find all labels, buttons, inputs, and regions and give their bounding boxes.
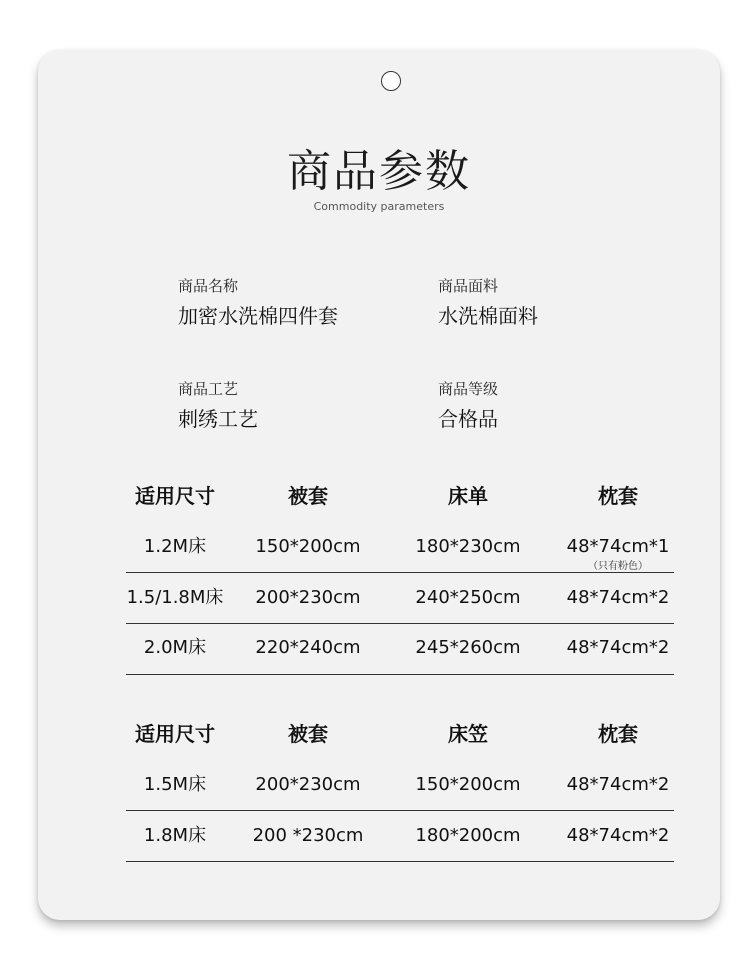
table-cell: 1.8M床 <box>143 825 207 846</box>
info-craft <box>178 378 258 432</box>
table-header-cell: 枕套 <box>598 484 638 508</box>
info-label: 商品名称 <box>178 277 239 295</box>
parameter-card <box>38 50 720 920</box>
info-value: 水洗棉面料 <box>438 304 538 328</box>
table-cell: 200*230cm <box>255 774 361 795</box>
table-cell: 150*200cm <box>415 774 521 795</box>
table-cell: 150*200cm <box>255 536 361 557</box>
info-product-name <box>178 275 338 329</box>
info-label: 商品面料 <box>438 277 499 295</box>
table-cell: 1.5M床 <box>143 774 207 795</box>
row-divider <box>126 810 674 811</box>
page-title: 商品参数 <box>287 146 471 197</box>
hang-hole-icon <box>381 71 401 91</box>
info-value: 合格品 <box>438 407 498 431</box>
table-header-cell: 适用尺寸 <box>135 484 215 508</box>
row-divider <box>126 861 674 862</box>
table-header-cell: 床笠 <box>448 722 488 746</box>
table-header-cell: 枕套 <box>598 722 638 746</box>
color-note: （只有粉色） <box>588 561 648 572</box>
table-row <box>38 578 720 618</box>
row-divider <box>126 674 674 675</box>
info-grade <box>438 378 498 432</box>
table-cell: 245*260cm <box>415 637 521 658</box>
table2-header-row <box>38 714 720 754</box>
table-cell: 48*74cm*2 <box>566 825 670 846</box>
table-header-cell: 适用尺寸 <box>135 722 215 746</box>
table-cell: 220*240cm <box>255 637 361 658</box>
info-value: 加密水洗棉四件套 <box>178 304 338 328</box>
table-cell: 48*74cm*2 <box>566 637 670 658</box>
info-fabric <box>438 275 538 329</box>
table-cell: 48*74cm*2 <box>566 587 670 608</box>
table-cell: 180*200cm <box>415 825 521 846</box>
table-cell: 1.5/1.8M床 <box>126 587 224 608</box>
row-divider <box>126 623 674 624</box>
table-header-cell: 床单 <box>448 484 488 508</box>
page-subtitle: Commodity parameters <box>313 200 445 213</box>
table-cell: 180*230cm <box>415 536 521 557</box>
table-cell: 200 *230cm <box>252 825 364 846</box>
table1-header-row <box>38 476 720 516</box>
table-cell: 48*74cm*2 <box>566 774 670 795</box>
table-row <box>38 628 720 668</box>
info-label: 商品等级 <box>438 380 499 398</box>
table-header-cell: 被套 <box>288 722 328 746</box>
table-cell: 2.0M床 <box>143 637 207 658</box>
info-label: 商品工艺 <box>178 380 239 398</box>
table-cell: 240*250cm <box>415 587 521 608</box>
table-cell: 200*230cm <box>255 587 361 608</box>
table-row <box>38 765 720 805</box>
table-row <box>38 816 720 856</box>
row-divider <box>126 572 674 573</box>
table-cell: 1.2M床 <box>143 536 207 557</box>
table-cell: 48*74cm*1 <box>566 536 670 557</box>
info-value: 刺绣工艺 <box>178 407 258 431</box>
table-header-cell: 被套 <box>288 484 328 508</box>
